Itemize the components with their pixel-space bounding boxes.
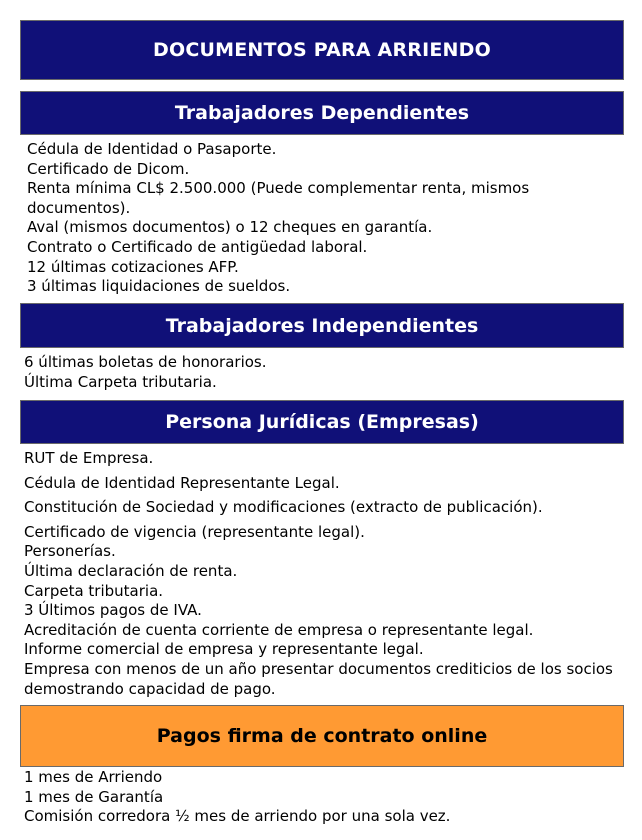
list-item: 3 Últimos pagos de IVA.: [24, 601, 202, 620]
list-item: Contrato o Certificado de antigüedad laboral.: [27, 237, 368, 256]
section-header-dependientes: [20, 91, 624, 135]
section-header-independientes: [20, 303, 624, 348]
list-item: Carpeta tributaria.: [24, 581, 164, 600]
section-body-pagos: [24, 768, 450, 827]
list-item: Constitución de Sociedad y modificaciones (extracto de publicación).: [24, 498, 543, 517]
list-item: Empresa con menos de un año presentar documentos crediticios de los socios demostrando capacidad de pago.: [24, 659, 613, 698]
list-item: Informe comercial de empresa y representante legal.: [24, 640, 424, 659]
list-item: 1 mes de Arriendo: [24, 768, 163, 786]
section-body-juridicas: [24, 449, 614, 699]
list-item: Aval (mismos documentos) o 12 cheques en garantía.: [27, 218, 433, 237]
list-item: 6 últimas boletas de honorarios.: [24, 353, 267, 371]
list-item: Comisión corredora ½ mes de arriendo por una sola vez.: [24, 807, 451, 826]
section-title-dependientes: Trabajadores Dependientes: [174, 102, 470, 124]
section-header-pagos: [20, 705, 624, 767]
list-item: Certificado de vigencia (representante legal).: [24, 522, 365, 541]
list-item: Cédula de Identidad Representante Legal.: [24, 473, 340, 492]
list-item: 3 últimas liquidaciones de sueldos.: [27, 277, 291, 296]
section-body-dependientes: [27, 140, 617, 297]
list-item: RUT de Empresa.: [24, 449, 154, 467]
list-item: Acreditación de cuenta corriente de empresa o representante legal.: [24, 620, 534, 639]
list-item: Certificado de Dicom.: [27, 159, 190, 178]
list-item: Última Carpeta tributaria.: [24, 372, 217, 391]
list-item: Cédula de Identidad o Pasaporte.: [27, 140, 277, 158]
section-title-pagos: Pagos firma de contrato online: [156, 725, 488, 747]
list-item: 1 mes de Garantía: [24, 787, 164, 806]
list-item: Última declaración de renta.: [24, 561, 238, 580]
section-header-juridicas: [20, 400, 624, 444]
list-item: Personerías.: [24, 542, 116, 561]
page-title-banner: [20, 20, 624, 80]
list-item: Renta mínima CL$ 2.500.000 (Puede complementar renta, mismos documentos).: [27, 179, 530, 217]
section-title-independientes: Trabajadores Independientes: [165, 314, 479, 337]
page-title: DOCUMENTOS PARA ARRIENDO: [153, 39, 491, 61]
section-body-independientes: [24, 353, 267, 392]
section-title-juridicas: Persona Jurídicas (Empresas): [165, 411, 479, 433]
list-item: 12 últimas cotizaciones AFP.: [27, 257, 239, 276]
